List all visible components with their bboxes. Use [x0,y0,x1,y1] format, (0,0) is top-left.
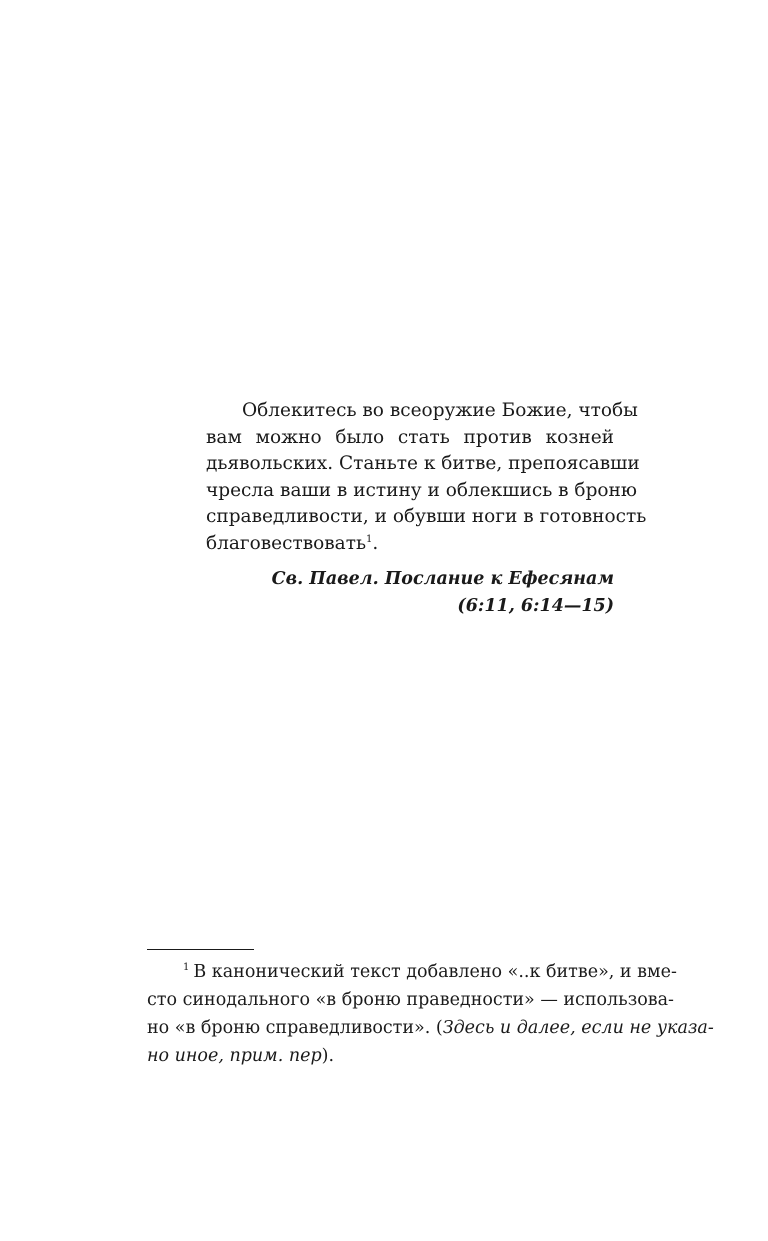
epigraph-line: чресла ваши в истину и облекшись в броню [206,479,637,501]
footnote-line: сто синодального «в броню праведности» — использова- [147,990,674,1010]
epigraph-period: . [372,532,379,554]
epigraph-line: дьявольских. Станьте к битве, препоясавши [206,453,640,474]
attribution-author-source: Св. Павел. Послание к Ефесянам [271,569,614,589]
attribution-verses: (6:11, 6:14—15) [457,596,614,616]
footnote-text: ). [321,1046,335,1066]
footnote-text: В канонический текст добавлено «..к битве», и вме- [193,962,677,982]
footnote-text: но «в броню справедливости». ( [147,1018,443,1038]
footnote-italic-text: Здесь и далее, если не указа- [442,1018,714,1038]
epigraph-last-line [206,531,614,558]
epigraph-line: Облекитесь во всеоружие Божие, чтобы [242,400,638,421]
footnote-divider [147,949,254,950]
epigraph [206,398,647,557]
epigraph-line: справедливости, и обувши ноги в готовность [206,506,647,527]
epigraph-line: вам можно было стать против козней [206,426,614,448]
footnote-reference[interactable]: 1 [366,533,373,545]
epigraph-attribution [272,566,614,620]
footnote [147,958,714,1070]
footnote-line [147,1042,667,1070]
footnote-marker: 1 [183,962,190,973]
footnote-italic-text: но иное, прим. пер [147,1046,322,1066]
epigraph-line-text: благовествовать [206,532,367,554]
footnote-line [147,1014,714,1042]
footnote-line [147,958,677,986]
